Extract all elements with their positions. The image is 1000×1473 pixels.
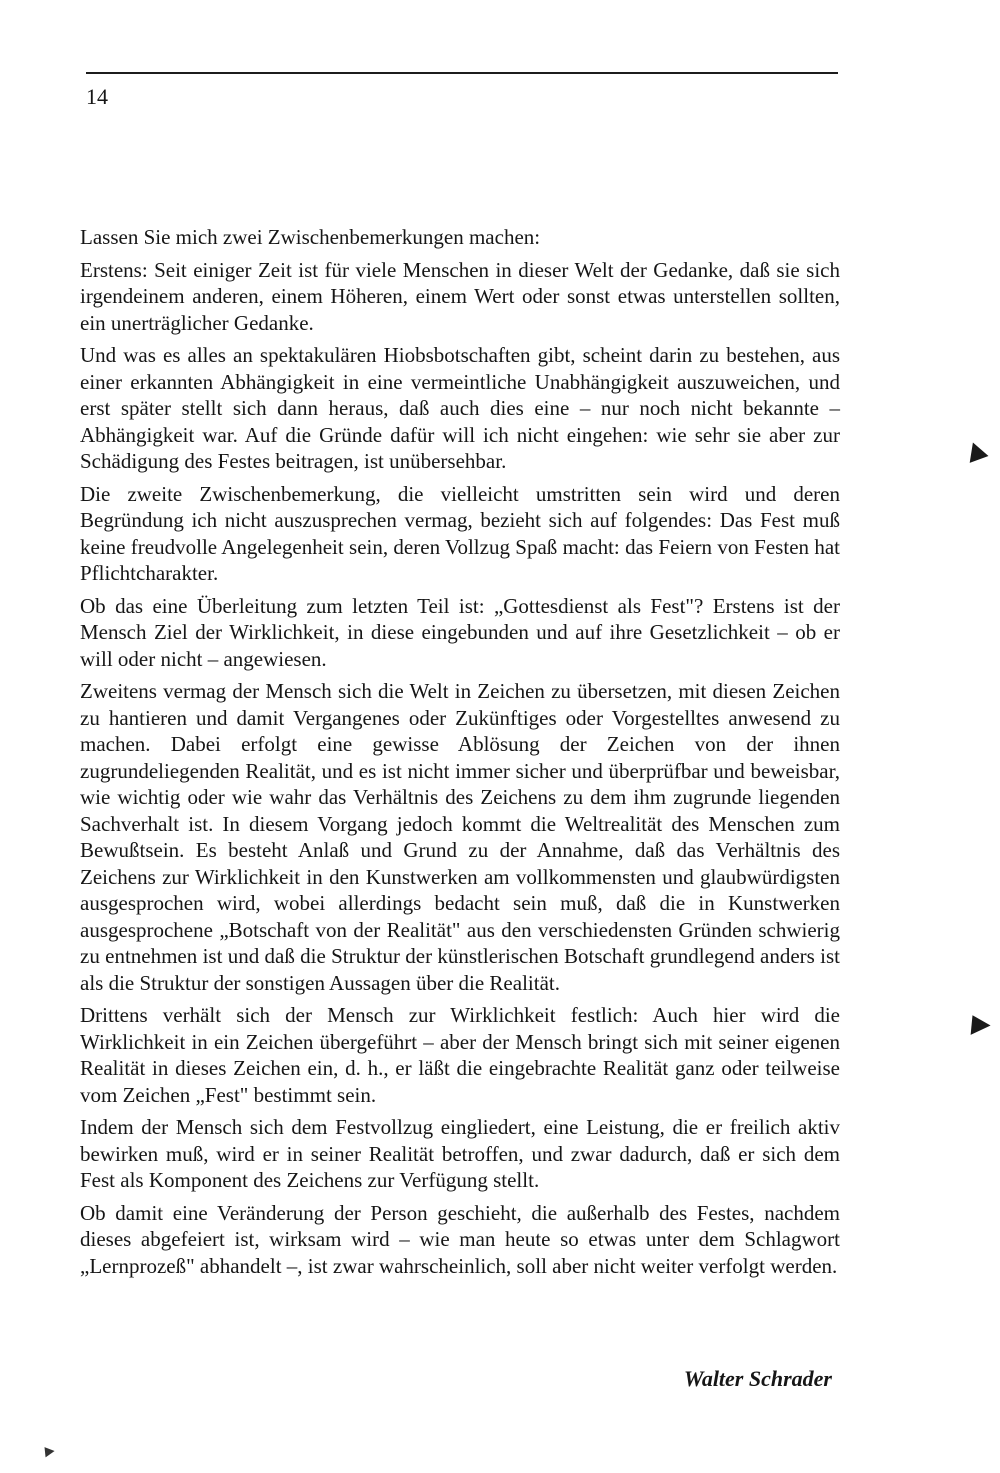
scan-mark-icon [40, 1444, 54, 1458]
author-signature: Walter Schrader [683, 1366, 832, 1391]
paragraph: Ob damit eine Veränderung der Person geschieht, die außerhalb des Festes, nachdem dieses abgefeiert ist, wirksam wird – wie man heute so etwas unter dem Schlagwort „Lernprozeß" abhandelt –, ist zwar wahrscheinlich, soll aber nicht weiter verfolgt werden. [80, 1200, 840, 1278]
paragraph: Und was es alles an spektakulären Hiobsbotschaften gibt, scheint darin zu bestehen, aus einer erkannten Abhängigkeit in eine vermeintliche Unabhängigkeit auszuweichen, und erst später stellt sich dann heraus, daß auch dies eine – nur noch nicht bekannte – Abhängigkeit war. Auf die Gründe dafür will ich nicht eingehen: wie sehr sie aber zur Schädigung des Festes beitragen, ist unübersehbar. [80, 343, 840, 473]
paragraph: Lassen Sie mich zwei Zwischenbemerkungen machen: [80, 225, 541, 249]
scan-mark-icon [964, 439, 989, 463]
body-text [80, 224, 840, 1285]
page-number: 14 [86, 84, 108, 109]
paragraph: Erstens: Seit einiger Zeit ist für viele Menschen in dieser Welt der Gedanke, daß sie sich irgendeinem anderen, einem Höheren, einem Wert oder sonst etwas unterstellen sollten, ein unerträglicher Gedanke. [80, 257, 840, 335]
scan-mark-icon [963, 1010, 990, 1035]
paragraph: Ob das eine Überleitung zum letzten Teil ist: „Gottesdienst als Fest"? Erstens ist der Mensch Ziel der Wirklichkeit, in diese eingebunden und auf ihre Gesetzlichkeit – ob er will oder nicht – angewiesen. [80, 593, 840, 671]
paragraph: Indem der Mensch sich dem Festvollzug eingliedert, eine Leistung, die er freilich aktiv bewirken muß, wird er in seiner Realität betroffen, und zwar dadurch, daß er sich dem Fest als Komponent des Zeichens zur Verfügung stellt. [80, 1115, 840, 1192]
paragraph: Drittens verhält sich der Mensch zur Wirklichkeit festlich: Auch hier wird die Wirklichkeit in ein Zeichen übergeführt – aber der Mensch bringt sich mit seiner eigenen Realität in dieses Zeichen ein, d. h., er läßt die eingebrachte Realität ganz oder teilweise vom Zeichen „Fest" bestimmt sein. [80, 1003, 840, 1107]
paragraph: Die zweite Zwischenbemerkung, die vielleicht umstritten sein wird und deren Begründung ich nicht auszusprechen vermag, bezieht sich auf folgendes: Das Fest muß keine freudvolle Angelegenheit sein, deren Vollzug Spaß macht: das Feiern von Festen hat Pflichtcharakter. [80, 481, 840, 585]
paragraph: Zweitens vermag der Mensch sich die Welt in Zeichen zu übersetzen, mit diesen Zeichen zu hantieren und damit Vergangenes oder Zukünftiges oder Vorgestelltes anwesend zu machen. Dabei erfolgt eine gewisse Ablösung der Zeichen von der ihnen zugrundeliegenden Realität, und es ist nicht immer sicher und überprüfbar und beweisbar, wie wichtig oder wie wahr das Verhältnis des Zeichens zu dem ihm zugrunde liegenden Sachverhalt ist. In diesem Vorgang jedoch kommt die Weltrealität des Menschen zum Bewußtsein. Es besteht Anlaß und Grund zu der Annahme, daß das Verhältnis des Zeichens zur Wirklichkeit in den Kunstwerken am vollkommensten und glaubwürdigsten ausgesprochen wird, wobei allerdings bedacht sein muß, daß die in Kunstwerken ausgesprochene „Botschaft von der Realität" aus den verschiedensten Gründen schwierig zu entnehmen ist und daß die Struktur der künstlerischen Botschaft grundlegend anders ist als die Struktur der sonstigen Aussagen über die Realität. [80, 679, 840, 995]
header-rule [86, 72, 838, 74]
